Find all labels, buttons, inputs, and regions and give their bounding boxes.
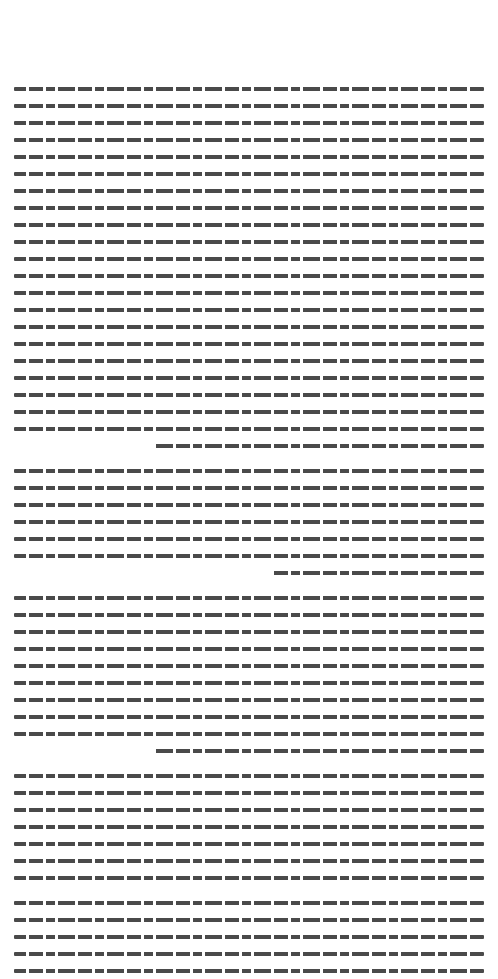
article-byline (14, 52, 484, 70)
paragraph-text-lines (14, 894, 484, 979)
paragraph-text-lines (14, 767, 484, 886)
article-paragraph-5 (14, 894, 484, 979)
paragraph-text-lines (14, 462, 484, 581)
article-paragraph-4 (14, 767, 484, 886)
article-paragraph-3 (14, 589, 484, 759)
paragraph-text-lines (14, 589, 484, 759)
article-paragraph-2 (14, 462, 484, 581)
article-body (14, 80, 484, 979)
article-paragraph-1 (14, 80, 484, 454)
paragraph-text-lines (14, 80, 484, 454)
article-headline (14, 14, 484, 44)
